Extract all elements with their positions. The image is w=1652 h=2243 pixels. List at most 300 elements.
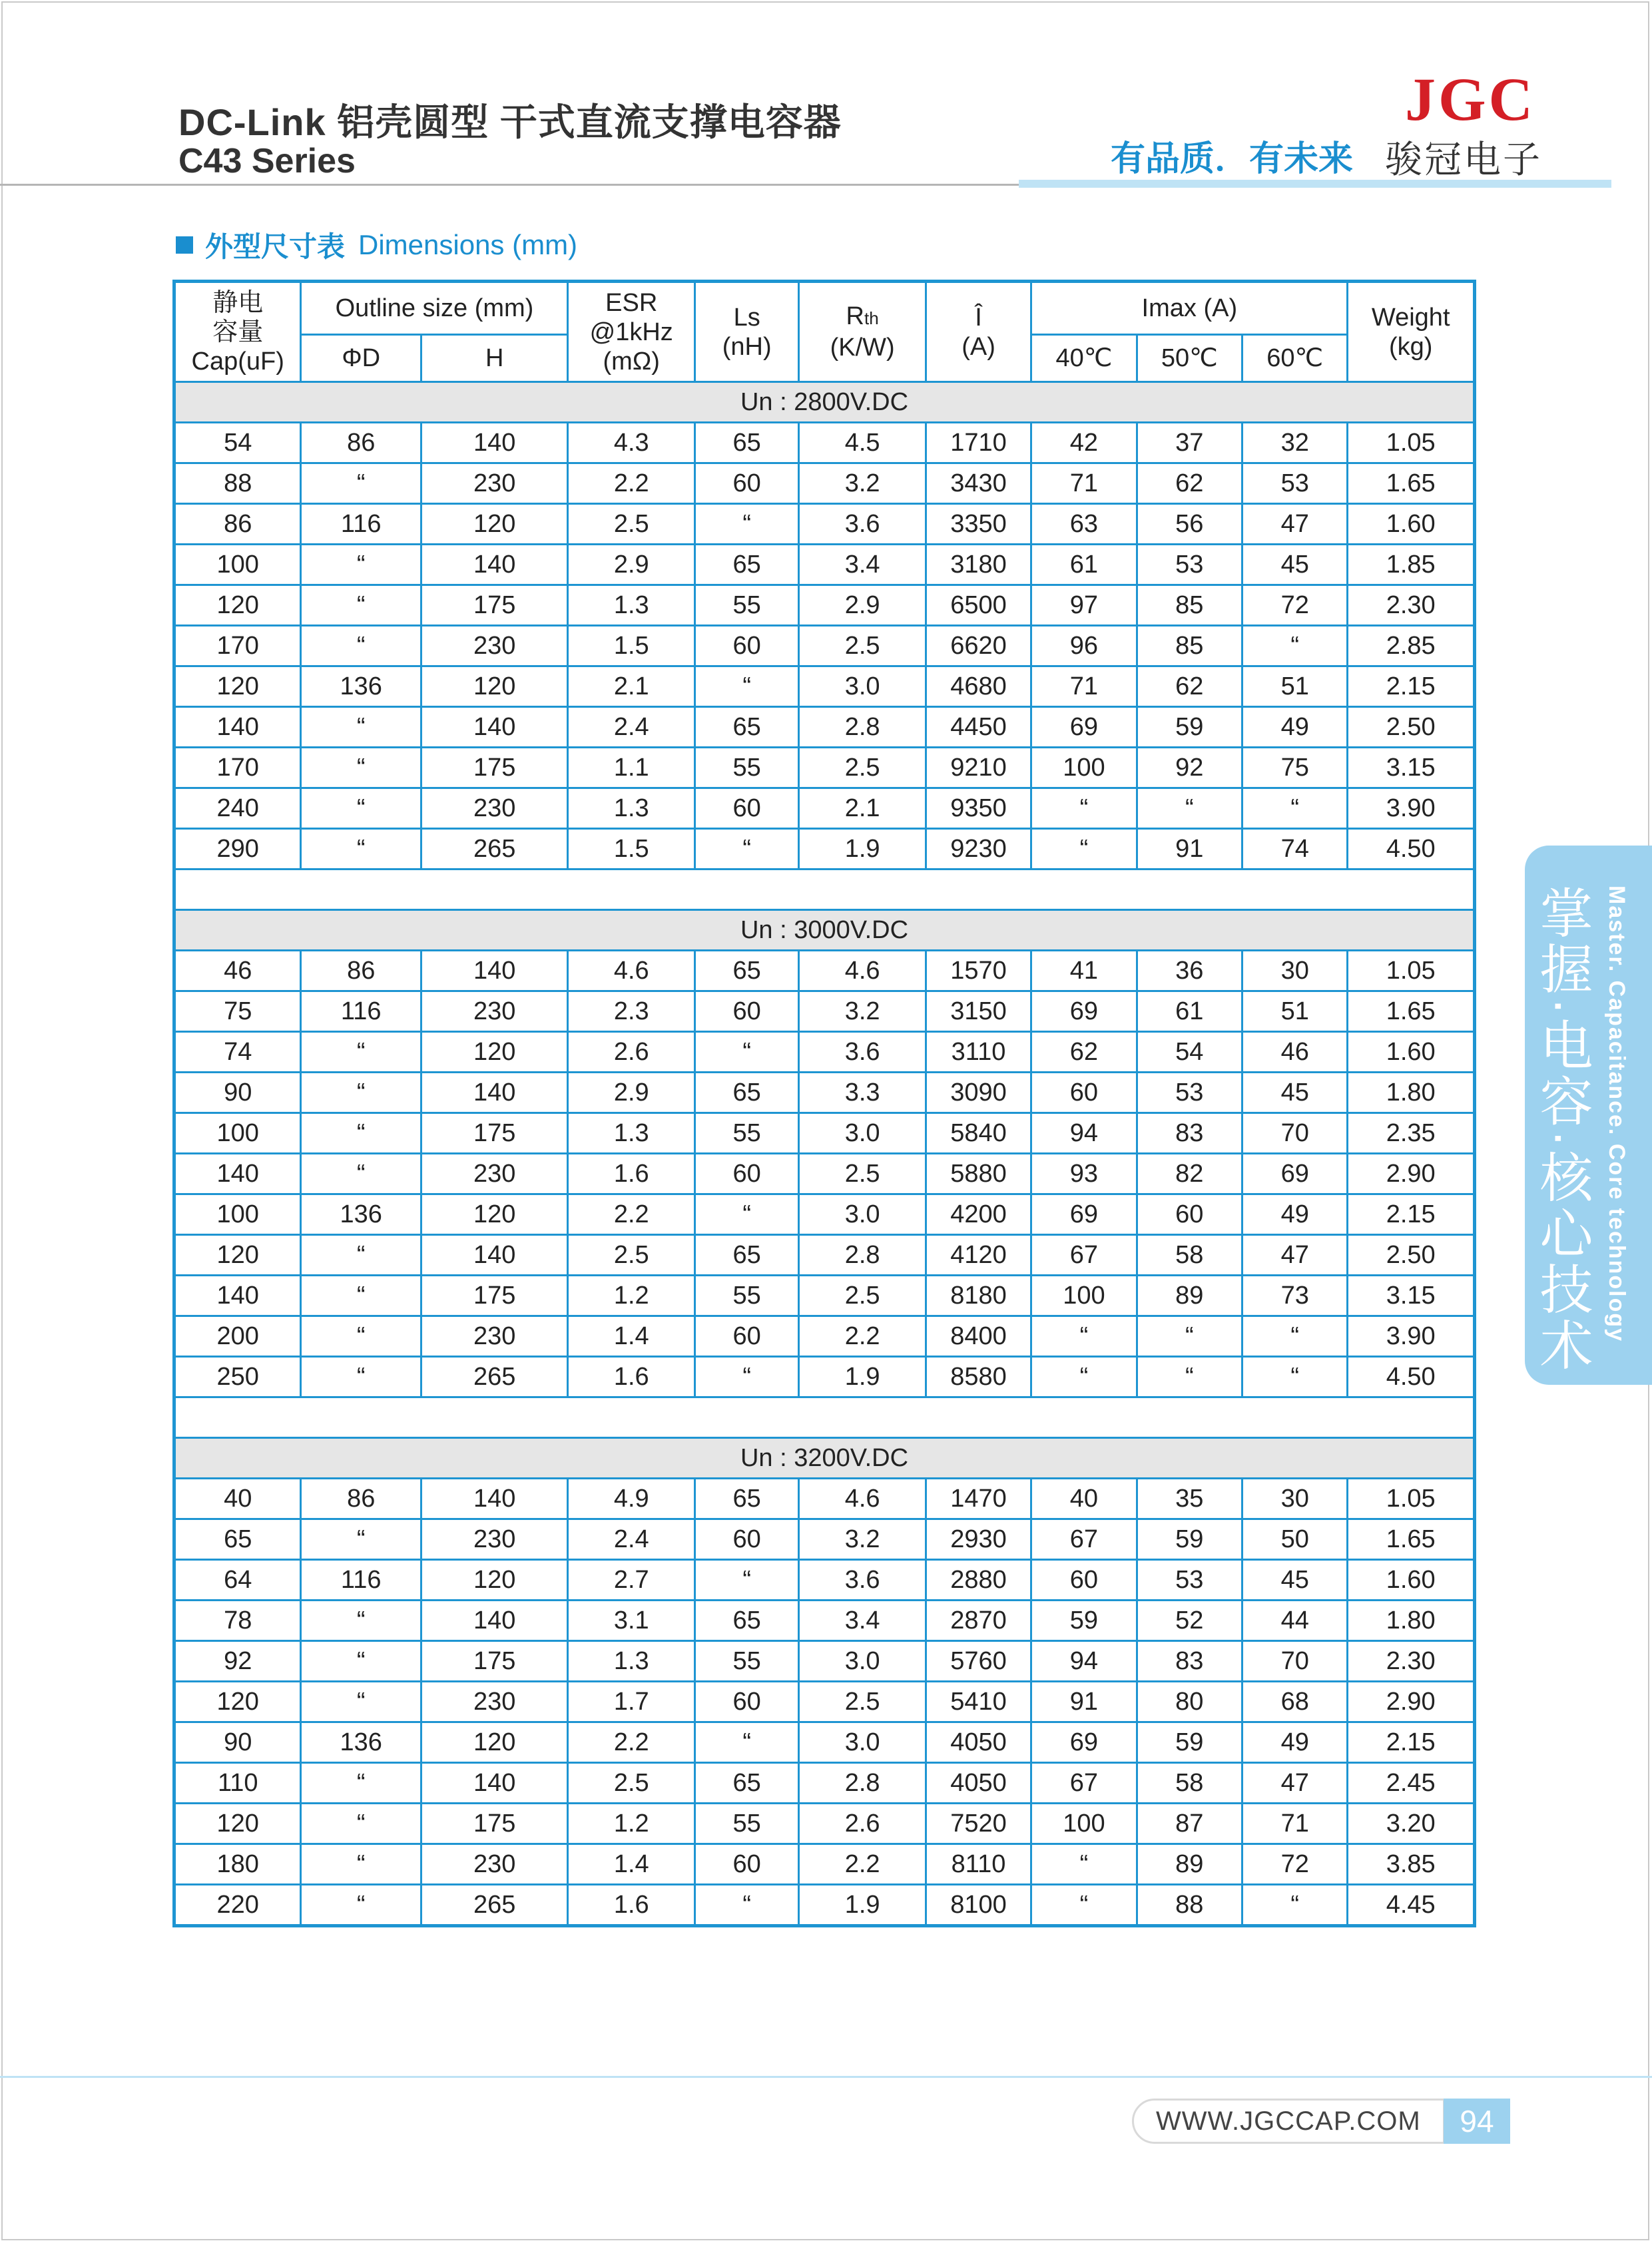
table-cell: “ xyxy=(1137,1357,1242,1397)
table-cell: 2.4 xyxy=(568,707,694,748)
table-cell: 3430 xyxy=(926,463,1031,504)
table-row xyxy=(174,829,1475,870)
table-cell: 1.80 xyxy=(1348,1601,1475,1641)
table-cell: 2.5 xyxy=(799,748,926,788)
table-cell: 60 xyxy=(694,626,798,666)
table-cell: 60 xyxy=(1031,1560,1137,1601)
table-cell: 1.60 xyxy=(1348,1032,1475,1073)
table-cell: 265 xyxy=(421,829,568,870)
table-cell: 2.35 xyxy=(1348,1113,1475,1154)
voltage-group-row xyxy=(174,1438,1475,1479)
table-cell: 3.2 xyxy=(799,1519,926,1560)
table-cell: 4680 xyxy=(926,666,1031,707)
table-cell: 2.85 xyxy=(1348,626,1475,666)
table-cell: “ xyxy=(301,748,421,788)
table-cell: 140 xyxy=(421,1763,568,1804)
table-row xyxy=(174,1316,1475,1357)
table-cell: 180 xyxy=(174,1844,301,1885)
table-row xyxy=(174,1479,1475,1519)
table-cell: 230 xyxy=(421,463,568,504)
table-cell: “ xyxy=(694,1885,798,1926)
header-phi-d: ΦD xyxy=(301,335,421,382)
table-cell: 240 xyxy=(174,788,301,829)
table-cell: 30 xyxy=(1242,951,1348,991)
voltage-group-label: Un : 3000V.DC xyxy=(174,910,1475,951)
header-cap: 静电 容量 Cap(uF) xyxy=(174,282,301,382)
table-cell: 94 xyxy=(1031,1113,1137,1154)
table-cell: 140 xyxy=(421,1479,568,1519)
table-cell: 230 xyxy=(421,1682,568,1722)
table-cell: 3.6 xyxy=(799,1032,926,1073)
table-cell: 65 xyxy=(694,707,798,748)
table-cell: 3150 xyxy=(926,991,1031,1032)
table-cell: 50 xyxy=(1242,1519,1348,1560)
table-cell: 120 xyxy=(421,666,568,707)
table-cell: 70 xyxy=(1242,1641,1348,1682)
table-cell: 65 xyxy=(694,545,798,585)
table-cell: 46 xyxy=(1242,1032,1348,1073)
table-cell: 59 xyxy=(1137,1519,1242,1560)
table-cell: 60 xyxy=(694,991,798,1032)
table-cell: 5760 xyxy=(926,1641,1031,1682)
table-row xyxy=(174,666,1475,707)
table-cell: 97 xyxy=(1031,585,1137,626)
table-cell: “ xyxy=(301,1641,421,1682)
table-cell: “ xyxy=(1031,1844,1137,1885)
table-cell: 90 xyxy=(174,1722,301,1763)
table-cell: “ xyxy=(694,1032,798,1073)
table-cell: 4.6 xyxy=(799,951,926,991)
table-cell: 85 xyxy=(1137,626,1242,666)
voltage-group-row xyxy=(174,910,1475,951)
table-cell: “ xyxy=(1031,1316,1137,1357)
table-cell: 3.2 xyxy=(799,991,926,1032)
table-cell: 8180 xyxy=(926,1276,1031,1316)
table-cell: 91 xyxy=(1031,1682,1137,1722)
table-cell: 120 xyxy=(421,1032,568,1073)
table-row xyxy=(174,545,1475,585)
table-cell: 1.3 xyxy=(568,788,694,829)
series-name: C43 Series xyxy=(178,142,356,180)
header-h: H xyxy=(421,335,568,382)
table-row xyxy=(174,1844,1475,1885)
table-cell: 3.1 xyxy=(568,1601,694,1641)
table-cell: 1.3 xyxy=(568,1113,694,1154)
table-cell: 140 xyxy=(421,951,568,991)
table-cell: 290 xyxy=(174,829,301,870)
table-cell: “ xyxy=(301,1763,421,1804)
table-cell: 54 xyxy=(174,423,301,463)
table-row xyxy=(174,1641,1475,1682)
table-cell: 100 xyxy=(174,1113,301,1154)
table-cell: 2.7 xyxy=(568,1560,694,1601)
table-cell: 2.50 xyxy=(1348,707,1475,748)
header-outline-size: Outline size (mm) xyxy=(301,282,568,335)
table-cell: 100 xyxy=(1031,1804,1137,1844)
table-cell: 2.2 xyxy=(568,463,694,504)
table-cell: “ xyxy=(301,1316,421,1357)
table-row xyxy=(174,748,1475,788)
table-cell: 2.30 xyxy=(1348,1641,1475,1682)
table-cell: 4.45 xyxy=(1348,1885,1475,1926)
table-cell: 71 xyxy=(1031,463,1137,504)
table-cell: 120 xyxy=(421,1194,568,1235)
section-heading xyxy=(176,225,577,265)
table-cell: 265 xyxy=(421,1885,568,1926)
table-cell: 1.3 xyxy=(568,1641,694,1682)
table-cell: 120 xyxy=(174,666,301,707)
table-cell: 2.8 xyxy=(799,1235,926,1276)
table-cell: 3.0 xyxy=(799,666,926,707)
table-cell: “ xyxy=(301,1844,421,1885)
table-row xyxy=(174,585,1475,626)
table-cell: 1570 xyxy=(926,951,1031,991)
table-cell: 3.0 xyxy=(799,1194,926,1235)
table-cell: “ xyxy=(1242,1316,1348,1357)
table-cell: 1.85 xyxy=(1348,545,1475,585)
table-row xyxy=(174,1804,1475,1844)
table-cell: “ xyxy=(1242,788,1348,829)
header-40c: 40℃ xyxy=(1031,335,1137,382)
table-cell: 58 xyxy=(1137,1235,1242,1276)
table-cell: 37 xyxy=(1137,423,1242,463)
table-cell: 1.9 xyxy=(799,1885,926,1926)
table-cell: “ xyxy=(1137,788,1242,829)
table-cell: 140 xyxy=(421,423,568,463)
table-cell: 36 xyxy=(1137,951,1242,991)
table-cell: 2.5 xyxy=(799,626,926,666)
table-cell: 3.0 xyxy=(799,1113,926,1154)
table-cell: 2.5 xyxy=(568,1235,694,1276)
table-cell: 6620 xyxy=(926,626,1031,666)
table-cell: 49 xyxy=(1242,1194,1348,1235)
table-cell: 78 xyxy=(174,1601,301,1641)
table-cell: 55 xyxy=(694,1276,798,1316)
table-cell: 2.1 xyxy=(799,788,926,829)
brand-logo: JGC xyxy=(1405,65,1535,133)
table-cell: 2.8 xyxy=(799,1763,926,1804)
table-cell: 116 xyxy=(301,504,421,545)
table-cell: 60 xyxy=(694,1316,798,1357)
table-cell: 3.4 xyxy=(799,1601,926,1641)
table-cell: 116 xyxy=(301,1560,421,1601)
table-cell: 175 xyxy=(421,1113,568,1154)
table-cell: 59 xyxy=(1137,1722,1242,1763)
table-cell: 65 xyxy=(694,1479,798,1519)
table-cell: “ xyxy=(301,1154,421,1194)
table-cell: 120 xyxy=(174,585,301,626)
table-cell: 44 xyxy=(1242,1601,1348,1641)
table-cell: 1.6 xyxy=(568,1885,694,1926)
table-cell: 1.60 xyxy=(1348,504,1475,545)
table-cell: 1.05 xyxy=(1348,423,1475,463)
table-cell: “ xyxy=(301,545,421,585)
table-cell: 1.6 xyxy=(568,1357,694,1397)
table-cell: 4.3 xyxy=(568,423,694,463)
table-cell: 175 xyxy=(421,585,568,626)
voltage-group-label: Un : 2800V.DC xyxy=(174,382,1475,423)
section-title-zh: 外型尺寸表 xyxy=(205,231,346,262)
table-cell: 2.2 xyxy=(568,1722,694,1763)
table-cell: 62 xyxy=(1137,666,1242,707)
page-number: 94 xyxy=(1444,2099,1510,2144)
table-cell: 32 xyxy=(1242,423,1348,463)
table-cell: 2.4 xyxy=(568,1519,694,1560)
table-cell: 3.85 xyxy=(1348,1844,1475,1885)
table-cell: 2.15 xyxy=(1348,1194,1475,1235)
table-cell: 1.65 xyxy=(1348,1519,1475,1560)
table-cell: “ xyxy=(694,1357,798,1397)
table-cell: 2880 xyxy=(926,1560,1031,1601)
table-cell: 1.65 xyxy=(1348,463,1475,504)
table-cell: “ xyxy=(694,1560,798,1601)
table-cell: 136 xyxy=(301,1194,421,1235)
table-cell: 250 xyxy=(174,1357,301,1397)
table-cell: 83 xyxy=(1137,1641,1242,1682)
table-cell: “ xyxy=(1031,829,1137,870)
table-cell: 47 xyxy=(1242,1235,1348,1276)
table-cell: 47 xyxy=(1242,504,1348,545)
table-cell: “ xyxy=(301,788,421,829)
table-cell: “ xyxy=(301,707,421,748)
table-cell: 75 xyxy=(174,991,301,1032)
table-cell: 3.0 xyxy=(799,1641,926,1682)
table-row xyxy=(174,1235,1475,1276)
table-cell: “ xyxy=(301,1113,421,1154)
table-cell: 2.45 xyxy=(1348,1763,1475,1804)
table-cell: 1.05 xyxy=(1348,951,1475,991)
table-cell: 9350 xyxy=(926,788,1031,829)
table-cell: 3.90 xyxy=(1348,1316,1475,1357)
table-cell: 2.3 xyxy=(568,991,694,1032)
table-cell: 72 xyxy=(1242,1844,1348,1885)
table-cell: 35 xyxy=(1137,1479,1242,1519)
table-cell: 67 xyxy=(1031,1235,1137,1276)
table-cell: 2.5 xyxy=(568,504,694,545)
table-cell: 1.60 xyxy=(1348,1560,1475,1601)
side-tab-slogan-zh: 掌握·电容·核心技术 xyxy=(1532,885,1591,1374)
table-cell: 4050 xyxy=(926,1722,1031,1763)
table-cell: 3.4 xyxy=(799,545,926,585)
table-cell: 140 xyxy=(174,707,301,748)
table-cell: 175 xyxy=(421,748,568,788)
table-cell: 140 xyxy=(421,1601,568,1641)
table-cell: 55 xyxy=(694,1113,798,1154)
table-cell: “ xyxy=(301,1519,421,1560)
table-cell: 67 xyxy=(1031,1519,1137,1560)
table-cell: 62 xyxy=(1031,1032,1137,1073)
table-cell: 8580 xyxy=(926,1357,1031,1397)
table-cell: “ xyxy=(694,829,798,870)
table-cell: 65 xyxy=(694,1601,798,1641)
table-cell: 60 xyxy=(694,463,798,504)
table-row xyxy=(174,1276,1475,1316)
side-tab-slogan-en: Master. Capacitance. Core technology xyxy=(1604,885,1629,1343)
table-row xyxy=(174,991,1475,1032)
table-cell: 69 xyxy=(1242,1154,1348,1194)
table-row xyxy=(174,788,1475,829)
table-cell: 100 xyxy=(174,1194,301,1235)
table-cell: 3.0 xyxy=(799,1722,926,1763)
table-cell: 58 xyxy=(1137,1763,1242,1804)
table-cell: “ xyxy=(301,585,421,626)
header-imax: Imax (A) xyxy=(1031,282,1348,335)
table-row xyxy=(174,951,1475,991)
table-cell: 2930 xyxy=(926,1519,1031,1560)
table-cell: 61 xyxy=(1031,545,1137,585)
table-cell: 61 xyxy=(1137,991,1242,1032)
table-cell: 82 xyxy=(1137,1154,1242,1194)
table-cell: 120 xyxy=(174,1682,301,1722)
table-cell: “ xyxy=(1031,1357,1137,1397)
table-row xyxy=(174,1682,1475,1722)
table-cell: 46 xyxy=(174,951,301,991)
spacer-row xyxy=(174,870,1475,910)
table-row xyxy=(174,1194,1475,1235)
table-cell: 6500 xyxy=(926,585,1031,626)
table-row xyxy=(174,1154,1475,1194)
table-cell: 88 xyxy=(174,463,301,504)
table-cell: 2.6 xyxy=(799,1804,926,1844)
table-cell: 1.05 xyxy=(1348,1479,1475,1519)
table-cell: 1.9 xyxy=(799,829,926,870)
table-cell: 2.90 xyxy=(1348,1682,1475,1722)
table-row xyxy=(174,1113,1475,1154)
table-row xyxy=(174,707,1475,748)
page-title: DC-Link 铝壳圆型 干式直流支撑电容器 xyxy=(178,101,842,143)
table-cell: 1.9 xyxy=(799,1357,926,1397)
table-cell: 116 xyxy=(301,991,421,1032)
table-cell: 51 xyxy=(1242,991,1348,1032)
table-cell: “ xyxy=(301,1357,421,1397)
table-cell: 96 xyxy=(1031,626,1137,666)
table-cell: 2.9 xyxy=(799,585,926,626)
table-cell: 3.3 xyxy=(799,1073,926,1113)
header-divider xyxy=(0,184,1025,186)
table-cell: 1.1 xyxy=(568,748,694,788)
table-cell: 55 xyxy=(694,1804,798,1844)
table-cell: 65 xyxy=(694,1073,798,1113)
table-row xyxy=(174,1032,1475,1073)
table-cell: 49 xyxy=(1242,1722,1348,1763)
table-cell: “ xyxy=(1242,1357,1348,1397)
table-cell: 80 xyxy=(1137,1682,1242,1722)
footer-divider xyxy=(0,2076,1652,2078)
table-cell: 9210 xyxy=(926,748,1031,788)
table-cell: 2.5 xyxy=(568,1763,694,1804)
table-cell: 65 xyxy=(694,951,798,991)
table-cell: 140 xyxy=(421,707,568,748)
table-cell: 94 xyxy=(1031,1641,1137,1682)
table-cell: 140 xyxy=(421,1235,568,1276)
table-cell: 4.50 xyxy=(1348,829,1475,870)
table-cell: 120 xyxy=(174,1804,301,1844)
table-cell: 230 xyxy=(421,991,568,1032)
table-cell: 140 xyxy=(421,545,568,585)
table-cell: “ xyxy=(694,1194,798,1235)
table-cell: “ xyxy=(1242,1885,1348,1926)
table-cell: 1.3 xyxy=(568,585,694,626)
table-cell: 1.5 xyxy=(568,829,694,870)
table-cell: 86 xyxy=(174,504,301,545)
table-cell: 175 xyxy=(421,1276,568,1316)
table-cell: 110 xyxy=(174,1763,301,1804)
header-50c: 50℃ xyxy=(1137,335,1242,382)
table-cell: 4450 xyxy=(926,707,1031,748)
table-cell: “ xyxy=(301,1235,421,1276)
table-row xyxy=(174,1763,1475,1804)
table-cell: 2.9 xyxy=(568,1073,694,1113)
table-cell: 2.2 xyxy=(568,1194,694,1235)
table-cell: 85 xyxy=(1137,585,1242,626)
table-cell: 7520 xyxy=(926,1804,1031,1844)
table-cell: 120 xyxy=(421,1560,568,1601)
table-cell: 2.15 xyxy=(1348,1722,1475,1763)
table-row xyxy=(174,1722,1475,1763)
table-cell: 5880 xyxy=(926,1154,1031,1194)
voltage-group-row xyxy=(174,382,1475,423)
table-cell: 4.9 xyxy=(568,1479,694,1519)
table-cell: 42 xyxy=(1031,423,1137,463)
table-cell: 9230 xyxy=(926,829,1031,870)
table-cell: “ xyxy=(301,1601,421,1641)
table-cell: 54 xyxy=(1137,1032,1242,1073)
table-cell: 120 xyxy=(174,1235,301,1276)
table-cell: 2.5 xyxy=(799,1276,926,1316)
table-cell: 140 xyxy=(421,1073,568,1113)
table-cell: 89 xyxy=(1137,1844,1242,1885)
table-cell: 140 xyxy=(174,1154,301,1194)
table-cell: 2.8 xyxy=(799,707,926,748)
company-name: 骏冠电子 xyxy=(1385,138,1542,180)
table-cell: “ xyxy=(694,1722,798,1763)
table-cell: 91 xyxy=(1137,829,1242,870)
table-cell: 100 xyxy=(174,545,301,585)
table-cell: 65 xyxy=(694,1763,798,1804)
table-cell: 1.6 xyxy=(568,1154,694,1194)
table-cell: 2.2 xyxy=(799,1316,926,1357)
table-row xyxy=(174,1560,1475,1601)
table-cell: 3180 xyxy=(926,545,1031,585)
table-cell: 3.15 xyxy=(1348,748,1475,788)
table-row xyxy=(174,1357,1475,1397)
website-url[interactable]: WWW.JGCCAP.COM xyxy=(1156,2107,1421,2136)
table-cell: 30 xyxy=(1242,1479,1348,1519)
table-cell: “ xyxy=(1031,788,1137,829)
table-cell: 2870 xyxy=(926,1601,1031,1641)
table-cell: 49 xyxy=(1242,707,1348,748)
table-cell: 4200 xyxy=(926,1194,1031,1235)
table-cell: 3110 xyxy=(926,1032,1031,1073)
table-cell: 40 xyxy=(174,1479,301,1519)
table-cell: 52 xyxy=(1137,1601,1242,1641)
table-cell: 4.6 xyxy=(799,1479,926,1519)
header-rth: Rth (K/W) xyxy=(799,282,926,382)
table-cell: 100 xyxy=(1031,1276,1137,1316)
table-cell: 170 xyxy=(174,748,301,788)
table-cell: 175 xyxy=(421,1641,568,1682)
table-cell: 175 xyxy=(421,1804,568,1844)
section-title-en: Dimensions (mm) xyxy=(358,229,578,260)
table-cell: 69 xyxy=(1031,1722,1137,1763)
table-cell: 59 xyxy=(1031,1601,1137,1641)
table-cell: 93 xyxy=(1031,1154,1137,1194)
table-cell: “ xyxy=(301,1885,421,1926)
table-cell: 92 xyxy=(174,1641,301,1682)
table-cell: 3.6 xyxy=(799,504,926,545)
table-cell: 56 xyxy=(1137,504,1242,545)
spacer-cell xyxy=(174,870,1475,910)
